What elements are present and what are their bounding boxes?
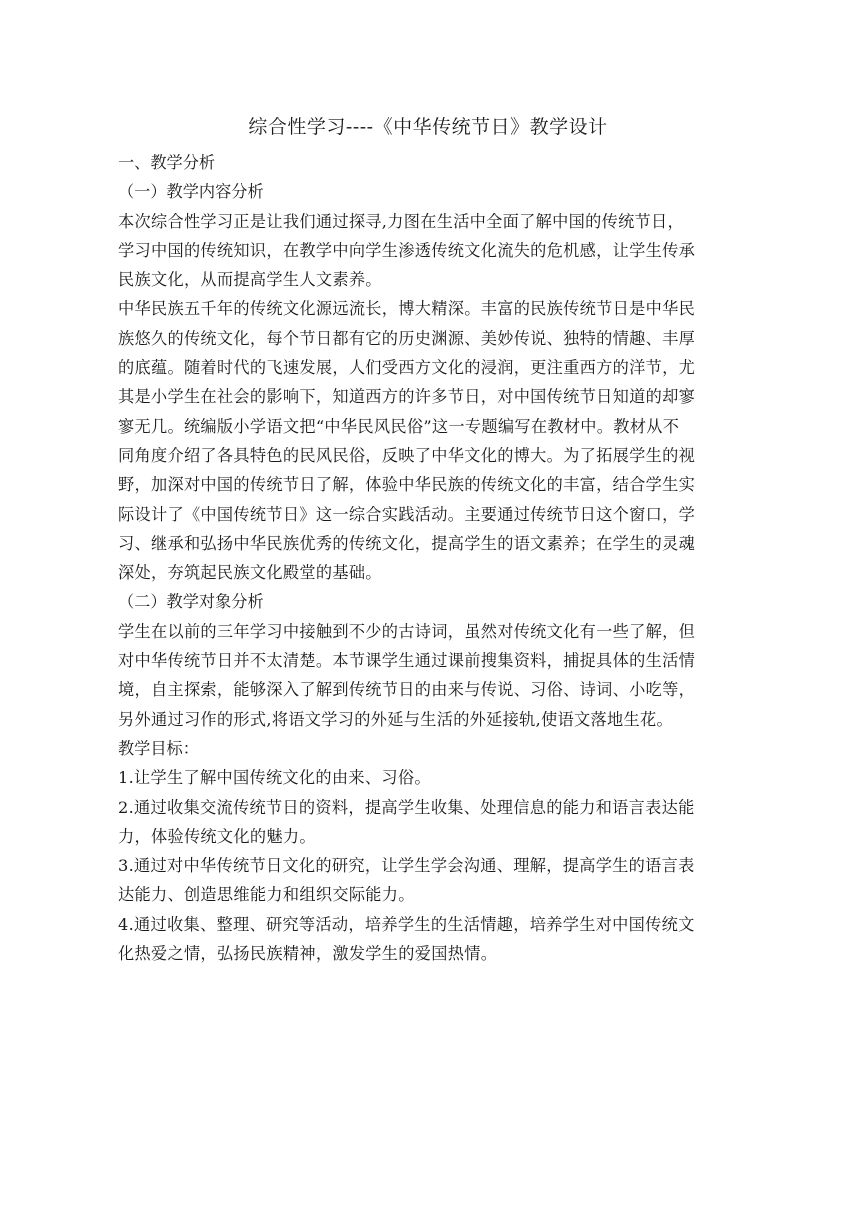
goal-item-1 xyxy=(118,763,738,792)
paragraph-content-1 xyxy=(118,207,738,295)
text-line: 中华民族五千年的传统文化源远流长，博大精深。丰富的民族传统节日是中华民 xyxy=(118,299,696,319)
text-line: 3.通过对中华传统节日文化的研究，让学生学会沟通、理解，提高学生的语言表 xyxy=(118,856,695,876)
text-line: 另外通过习作的形式,将语文学习的外延与生活的外延接轨,使语文落地生花。 xyxy=(118,709,673,729)
text-line: 本次综合性学习正是让我们通过探寻,力图在生活中全面了解中国的传统节日， xyxy=(118,211,685,231)
text-line: 族悠久的传统文化，每个节日都有它的历史渊源、美妙传说、独特的情趣、丰厚 xyxy=(118,328,696,348)
text-line: 寥无几。统编版小学语文把“中华民风民俗”这一专题编写在教材中。教材从不 xyxy=(118,416,680,436)
goals-heading: 教学目标： xyxy=(118,738,199,758)
goal-item-4 xyxy=(118,910,738,969)
text-line: 对中华传统节日并不太清楚。本节课学生通过课前搜集资料，捕捉具体的生活情 xyxy=(118,651,696,671)
text-line: 达能力、创造思维能力和组织交际能力。 xyxy=(118,885,415,905)
text-line: 学习中国的传统知识，在教学中向学生渗透传统文化流失的危机感，让学生传承 xyxy=(118,240,696,260)
document-title: 综合性学习----《中华传统节日》教学设计 xyxy=(248,116,608,138)
text-line: 深处，夯筑起民族文化殿堂的基础。 xyxy=(118,563,382,583)
text-line: 野，加深对中国的传统节日了解，体验中华民族的传统文化的丰富，结合学生实 xyxy=(118,475,696,495)
text-line: 化热爱之情，弘扬民族精神，激发学生的爱国热情。 xyxy=(118,944,498,964)
text-line: 其是小学生在社会的影响下，知道西方的许多节日，对中国传统节日知道的却寥 xyxy=(118,387,696,407)
goal-item-2 xyxy=(118,793,738,852)
paragraph-audience xyxy=(118,617,738,734)
text-line: 1.让学生了解中国传统文化的由来、习俗。 xyxy=(118,768,431,788)
text-line: 2.通过收集交流传统节日的资料，提高学生收集、处理信息的能力和语言表达能 xyxy=(118,797,695,817)
subsection-heading-content: （一）教学内容分析 xyxy=(118,182,264,202)
text-line: 学生在以前的三年学习中接触到不少的古诗词，虽然对传统文化有一些了解，但 xyxy=(118,621,696,641)
text-line: 4.通过收集、整理、研究等活动，培养学生的生活情趣，培养学生对中国传统文 xyxy=(118,914,695,934)
text-line: 力，体验传统文化的魅力。 xyxy=(118,826,316,846)
paragraph-content-2 xyxy=(118,294,738,587)
section-heading-analysis: 一、教学分析 xyxy=(118,153,216,172)
text-line: 境，自主探索，能够深入了解到传统节日的由来与传说、习俗、诗词、小吃等， xyxy=(118,680,696,700)
goal-item-3 xyxy=(118,851,738,910)
text-line: 民族文化，从而提高学生人文素养。 xyxy=(118,270,382,290)
document-page xyxy=(118,112,738,968)
text-line: 习、继承和弘扬中华民族优秀的传统文化，提高学生的语文素养；在学生的灵魂 xyxy=(118,533,696,553)
text-line: 际设计了《中国传统节日》这一综合实践活动。主要通过传统节日这个窗口，学 xyxy=(118,504,696,524)
text-line: 的底蕴。随着时代的飞速发展，人们受西方文化的浸润，更注重西方的洋节，尤 xyxy=(118,358,696,378)
text-line: 同角度介绍了各具特色的民风民俗，反映了中华文化的博大。为了拓展学生的视 xyxy=(118,445,696,465)
subsection-heading-audience: （二）教学对象分析 xyxy=(118,592,264,612)
